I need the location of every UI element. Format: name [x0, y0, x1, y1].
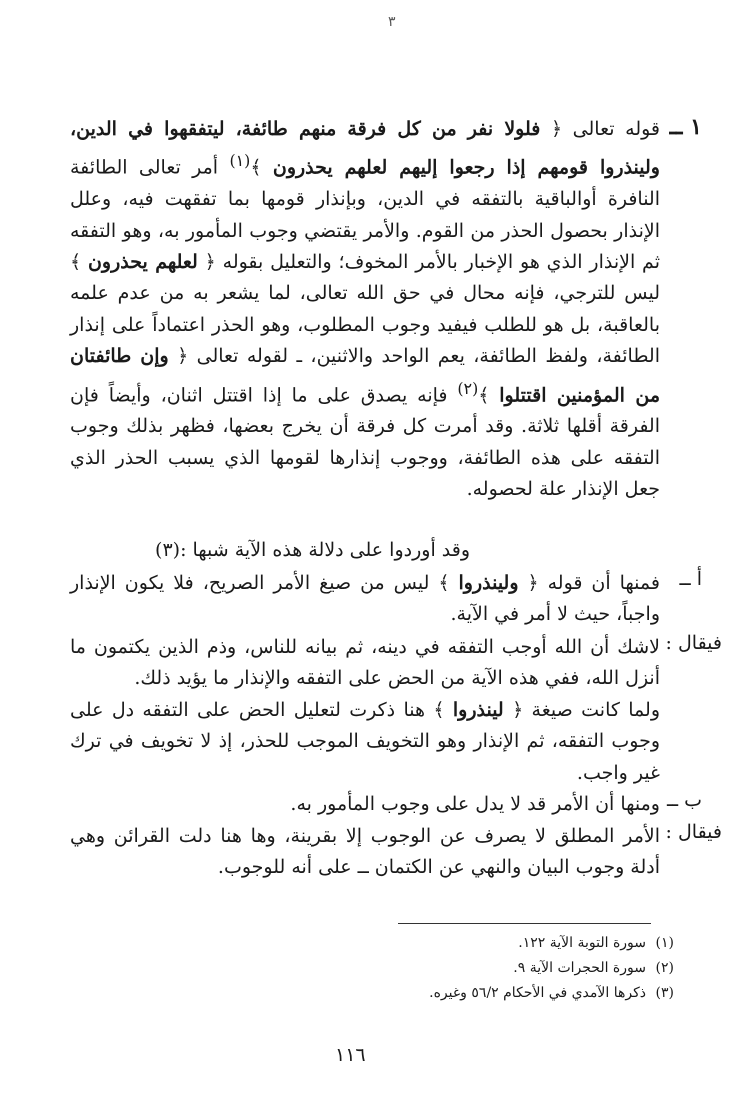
entry-1	[70, 114, 702, 506]
text-run: ﴾ هنا ذكرت لتعليل الحض على التفقه دل على وجوب التفقه، ثم الإنذار وهو التخويف الموجب للحذر، إذ لا تخويف في ترك غير واجب.	[70, 699, 660, 784]
footnote-number: (٢)	[655, 960, 674, 976]
footnote-1	[518, 935, 674, 951]
footnote-number: (١)	[655, 935, 674, 951]
footnote-text: سورة التوبة الآية ١٢٢.	[518, 935, 646, 951]
quran-quote: لينذروا	[452, 699, 504, 721]
text-run: ﴾	[250, 156, 273, 179]
footnote-2	[513, 960, 674, 976]
page-number: ١١٦	[335, 1044, 366, 1066]
quran-quote: فلولا نفر من كل فرقة منهم طائفة، ليتفقهوا في الدين، ولينذروا قومهم إذا رجعوا إليهم لعلهم يحذرون	[70, 118, 660, 179]
footnote-ref: (١)	[229, 151, 251, 171]
text-run: ولما كانت صيغة ﴿	[503, 699, 661, 721]
objection-b-text	[70, 789, 660, 820]
footnote-text: سورة الحجرات الآية ٩.	[513, 960, 646, 976]
objection-a-text	[70, 568, 660, 631]
text-run: فمنها أن قوله ﴿	[518, 572, 660, 594]
text-run: الأمر المطلق لا يصرف عن الوجوب إلا بقرينة، وها هنا دلت القرائن وهي أدلة وجوب البيان والنهي عن الكتمان ــ على أنه للوجوب.	[70, 825, 660, 879]
entry-1-text	[70, 114, 660, 506]
objections-intro-text: وقد أوردوا على دلالة هذه الآية شبها :(٣)	[155, 539, 470, 561]
objection-b	[70, 789, 702, 820]
footnote-ref: (٢)	[457, 378, 479, 398]
footnote-text: ذكرها الآمدي في الأحكام ٥٦/٢ وغيره.	[429, 985, 646, 1001]
text-run: ومنها أن الأمر قد لا يدل على وجوب المأمور به.	[290, 793, 660, 815]
objection-a	[70, 568, 702, 631]
top-mark: ٣	[388, 14, 396, 30]
quran-quote: لعلهم يحذرون	[87, 250, 198, 273]
reply-2-label: فيقال :	[665, 821, 722, 843]
reply-2	[70, 821, 722, 884]
text-run: فإنه يصدق على ما إذا اقتتل اثنان، وأيضاً فإن الفرقة أقلها ثلاثة. وقد أمرت كل فرقة أن يخرج بعضها، فظهر بذلك وجوب التفقه على هذه الطائفة، ووجوب إنذارها لقومها الذي يسبب الحذر الذي جعل الإنذار علة لحصوله.	[70, 383, 660, 501]
text-run: أمر تعالى الطائفة النافرة أوالباقية بالتفقه في الدين، وبإنذار قومها بما تفقهت فيه، وعلل الإنذار بحصول الحذر من القوم. والأمر يقتضي وجوب المأمور به، وهو التفقه ثم الإنذار الذي هو الإخبار بالأمر المخوف؛ والتعليل بقوله ﴿	[70, 156, 660, 273]
reply-1-text	[70, 632, 660, 695]
objection-b-label: ب ــ	[666, 789, 702, 811]
reply-1-continued	[70, 695, 660, 789]
reply-1b-text	[70, 695, 660, 789]
footnote-3	[429, 985, 674, 1001]
quran-quote: وإن طائفتان من المؤمنين اقتتلوا	[70, 345, 660, 406]
objection-a-label: أ ــ	[679, 568, 702, 590]
text-run: قوله تعالى ﴿	[540, 118, 661, 140]
objections-intro	[70, 535, 660, 566]
reply-1	[70, 632, 722, 695]
text-run: ﴾ ليس من صيغ الأمر الصريح، فلا يكون الإنذار واجباً، حيث لا أمر في الآية.	[70, 572, 660, 626]
reply-2-text	[70, 821, 660, 884]
footnote-number: (٣)	[655, 985, 674, 1001]
entry-number: ١ ــ	[669, 114, 702, 140]
footnote-separator	[398, 923, 651, 924]
reply-1-label: فيقال :	[665, 632, 722, 654]
text-run: ﴾	[478, 383, 500, 406]
quran-quote: ولينذروا	[458, 572, 519, 594]
text-run: ﴾ ليس للترجي، فإنه محال في حق الله تعالى، لما يشعر به من عدم علمه بالعاقبة، بل هو للطلب فيفيد وجوب المطلوب، وهو الحذر اعتماداً على إنذار الطائفة، ولفظ الطائفة، يعم الواحد والاثنين، ـ لقوله تعالى ﴿	[70, 250, 660, 368]
text-run: لاشك أن الله أوجب التفقه في دينه، ثم بيانه للناس، وذم الذين يكتمون ما أنزل الله، ففي هذه الآية من الحض على التفقه والإنذار ما يؤيد ذلك.	[70, 636, 660, 690]
